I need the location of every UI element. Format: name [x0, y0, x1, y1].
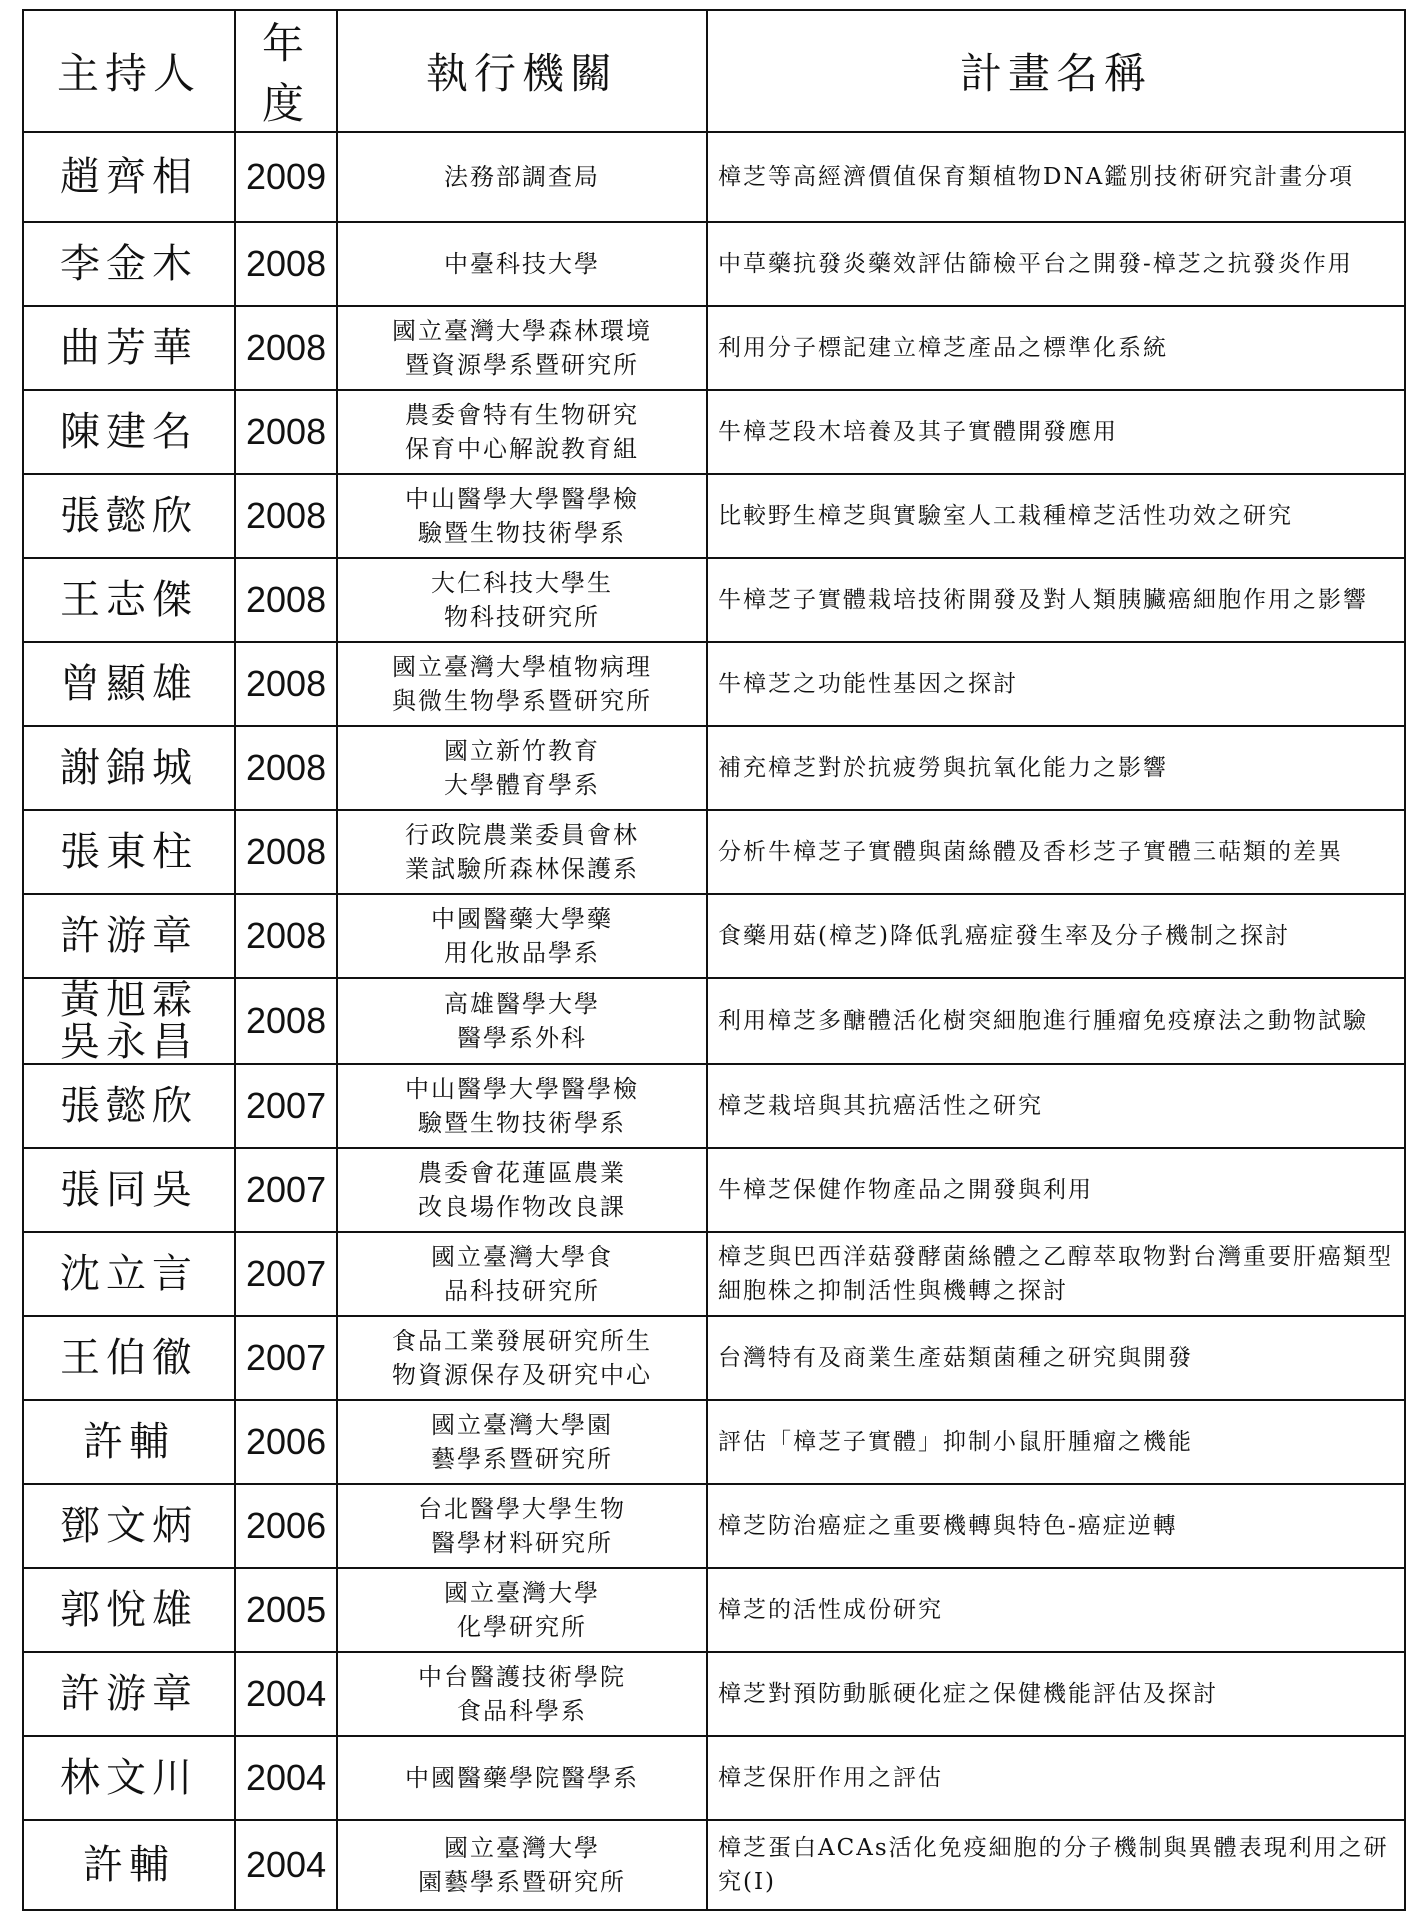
- org-cell: 中臺科技大學: [337, 222, 707, 306]
- org-cell: 行政院農業委員會林 業試驗所森林保護系: [337, 810, 707, 894]
- year-cell: 2008: [235, 894, 337, 978]
- org-cell: 國立臺灣大學森林環境 暨資源學系暨研究所: [337, 306, 707, 390]
- table-row: [23, 1484, 1405, 1568]
- pi-name: 鄧文炳: [60, 1503, 198, 1549]
- table-row: [23, 1232, 1405, 1316]
- title-cell: 樟芝的活性成份研究: [707, 1568, 1405, 1652]
- org-cell: 台北醫學大學生物 醫學材料研究所: [337, 1484, 707, 1568]
- pi-cell: [23, 474, 235, 558]
- header-org: 執行機關: [337, 10, 707, 132]
- title-cell: 食藥用菇(樟芝)降低乳癌症發生率及分子機制之探討: [707, 894, 1405, 978]
- pi-cell: [23, 1568, 235, 1652]
- pi-name: 張同吳: [60, 1167, 198, 1213]
- org-cell: 中台醫護技術學院 食品科學系: [337, 1652, 707, 1736]
- pi-cell: [23, 306, 235, 390]
- pi-name: 李金木: [60, 241, 198, 287]
- year-cell: 2004: [235, 1820, 337, 1910]
- table-header-row: [23, 10, 1405, 132]
- table-row: [23, 726, 1405, 810]
- pi-cell: [23, 1148, 235, 1232]
- title-cell: 補充樟芝對於抗疲勞與抗氧化能力之影響: [707, 726, 1405, 810]
- research-project-table: [22, 9, 1406, 1911]
- pi-name: 王伯徹: [60, 1335, 198, 1381]
- pi-cell: [23, 726, 235, 810]
- table-row: [23, 390, 1405, 474]
- pi-name: 曲芳華: [60, 325, 198, 371]
- pi-name: 曾顯雄: [60, 661, 198, 707]
- year-cell: 2008: [235, 306, 337, 390]
- title-cell: 台灣特有及商業生產菇類菌種之研究與開發: [707, 1316, 1405, 1400]
- year-cell: 2004: [235, 1736, 337, 1820]
- pi-cell: [23, 1484, 235, 1568]
- pi-cell: [23, 132, 235, 222]
- org-cell: 中山醫學大學醫學檢 驗暨生物技術學系: [337, 1064, 707, 1148]
- pi-cell: [23, 1316, 235, 1400]
- year-cell: 2008: [235, 810, 337, 894]
- header-year: 年度: [235, 10, 337, 132]
- org-cell: 中國醫藥大學藥 用化妝品學系: [337, 894, 707, 978]
- pi-name: 張懿欣: [60, 493, 198, 539]
- pi-name: 黃旭霖 吳永昌: [60, 978, 198, 1064]
- pi-cell: [23, 1736, 235, 1820]
- title-cell: 評估「樟芝子實體」抑制小鼠肝腫瘤之機能: [707, 1400, 1405, 1484]
- org-cell: 國立新竹教育 大學體育學系: [337, 726, 707, 810]
- org-cell: 農委會花蓮區農業 改良場作物改良課: [337, 1148, 707, 1232]
- table-row: [23, 1400, 1405, 1484]
- table-row: [23, 894, 1405, 978]
- org-cell: 國立臺灣大學 化學研究所: [337, 1568, 707, 1652]
- title-cell: 樟芝防治癌症之重要機轉與特色-癌症逆轉: [707, 1484, 1405, 1568]
- pi-name: 張懿欣: [60, 1083, 198, 1129]
- year-cell: 2004: [235, 1652, 337, 1736]
- title-cell: 樟芝與巴西洋菇發酵菌絲體之乙醇萃取物對台灣重要肝癌類型細胞株之抑制活性與機轉之探討: [707, 1232, 1405, 1316]
- year-cell: 2008: [235, 222, 337, 306]
- title-cell: 中草藥抗發炎藥效評估篩檢平台之開發-樟芝之抗發炎作用: [707, 222, 1405, 306]
- year-cell: 2008: [235, 726, 337, 810]
- year-cell: 2008: [235, 390, 337, 474]
- pi-name: 沈立言: [60, 1251, 198, 1297]
- pi-cell: [23, 390, 235, 474]
- pi-cell: [23, 1064, 235, 1148]
- title-cell: 分析牛樟芝子實體與菌絲體及香杉芝子實體三萜類的差異: [707, 810, 1405, 894]
- table-row: [23, 1148, 1405, 1232]
- table-row: [23, 1736, 1405, 1820]
- pi-name: 許游章: [60, 1671, 198, 1717]
- year-cell: 2007: [235, 1148, 337, 1232]
- pi-cell: [23, 1400, 235, 1484]
- pi-name: 張東柱: [60, 829, 198, 875]
- pi-name: 陳建名: [60, 409, 198, 455]
- table-row: [23, 1316, 1405, 1400]
- table-row: [23, 558, 1405, 642]
- year-cell: 2008: [235, 642, 337, 726]
- year-cell: 2007: [235, 1064, 337, 1148]
- title-cell: 樟芝栽培與其抗癌活性之研究: [707, 1064, 1405, 1148]
- org-cell: 大仁科技大學生 物科技研究所: [337, 558, 707, 642]
- pi-name: 林文川: [60, 1755, 198, 1801]
- pi-cell: [23, 894, 235, 978]
- year-cell: 2006: [235, 1400, 337, 1484]
- title-cell: 樟芝對預防動脈硬化症之保健機能評估及探討: [707, 1652, 1405, 1736]
- title-cell: 利用樟芝多醣體活化樹突細胞進行腫瘤免疫療法之動物試驗: [707, 978, 1405, 1064]
- title-cell: 牛樟芝子實體栽培技術開發及對人類胰臟癌細胞作用之影響: [707, 558, 1405, 642]
- title-cell: 牛樟芝保健作物產品之開發與利用: [707, 1148, 1405, 1232]
- title-cell: 牛樟芝之功能性基因之探討: [707, 642, 1405, 726]
- title-cell: 樟芝保肝作用之評估: [707, 1736, 1405, 1820]
- year-cell: 2007: [235, 1232, 337, 1316]
- org-cell: 國立臺灣大學 園藝學系暨研究所: [337, 1820, 707, 1910]
- pi-name: 王志傑: [60, 577, 198, 623]
- org-cell: 高雄醫學大學 醫學系外科: [337, 978, 707, 1064]
- table-row: [23, 810, 1405, 894]
- table-row: [23, 1652, 1405, 1736]
- year-cell: 2005: [235, 1568, 337, 1652]
- header-pi: 主持人: [23, 10, 235, 132]
- pi-cell: [23, 978, 235, 1064]
- year-cell: 2009: [235, 132, 337, 222]
- header-title: 計畫名稱: [707, 10, 1405, 132]
- title-cell: 牛樟芝段木培養及其子實體開發應用: [707, 390, 1405, 474]
- org-cell: 法務部調查局: [337, 132, 707, 222]
- pi-name: 趙齊相: [60, 154, 198, 200]
- table-row: [23, 1568, 1405, 1652]
- org-cell: 中山醫學大學醫學檢 驗暨生物技術學系: [337, 474, 707, 558]
- year-cell: 2006: [235, 1484, 337, 1568]
- table-row: [23, 642, 1405, 726]
- table-row: [23, 474, 1405, 558]
- org-cell: 國立臺灣大學植物病理 與微生物學系暨研究所: [337, 642, 707, 726]
- pi-cell: [23, 222, 235, 306]
- pi-name: 謝錦城: [60, 745, 198, 791]
- title-cell: 樟芝蛋白ACAs活化免疫細胞的分子機制與異體表現利用之研究(I): [707, 1820, 1405, 1910]
- org-cell: 國立臺灣大學食 品科技研究所: [337, 1232, 707, 1316]
- pi-cell: [23, 1232, 235, 1316]
- pi-name: 許輔: [83, 1419, 175, 1465]
- title-cell: 樟芝等高經濟價值保育類植物DNA鑑別技術研究計畫分項: [707, 132, 1405, 222]
- year-cell: 2008: [235, 978, 337, 1064]
- table-row: [23, 306, 1405, 390]
- org-cell: 食品工業發展研究所生 物資源保存及研究中心: [337, 1316, 707, 1400]
- year-cell: 2008: [235, 474, 337, 558]
- table-row: [23, 222, 1405, 306]
- pi-name: 郭悅雄: [60, 1587, 198, 1633]
- org-cell: 中國醫藥學院醫學系: [337, 1736, 707, 1820]
- org-cell: 農委會特有生物研究 保育中心解說教育組: [337, 390, 707, 474]
- pi-cell: [23, 810, 235, 894]
- table-row: [23, 1820, 1405, 1910]
- pi-name: 許游章: [60, 913, 198, 959]
- pi-cell: [23, 1652, 235, 1736]
- year-cell: 2008: [235, 558, 337, 642]
- pi-cell: [23, 1820, 235, 1910]
- org-cell: 國立臺灣大學園 藝學系暨研究所: [337, 1400, 707, 1484]
- title-cell: 利用分子標記建立樟芝產品之標準化系統: [707, 306, 1405, 390]
- table-row: [23, 1064, 1405, 1148]
- table-row: [23, 132, 1405, 222]
- pi-cell: [23, 642, 235, 726]
- year-cell: 2007: [235, 1316, 337, 1400]
- pi-name: 許輔: [83, 1842, 175, 1888]
- pi-cell: [23, 558, 235, 642]
- table-row: [23, 978, 1405, 1064]
- title-cell: 比較野生樟芝與實驗室人工栽種樟芝活性功效之研究: [707, 474, 1405, 558]
